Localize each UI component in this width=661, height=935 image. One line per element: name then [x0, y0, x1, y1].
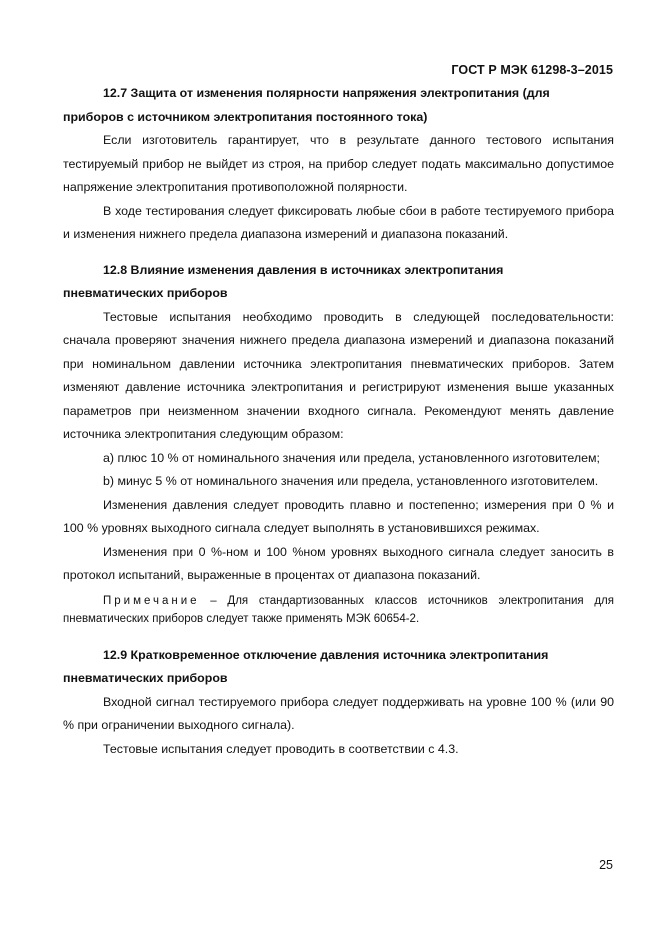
- section-12-8-paragraph-3: Изменения при 0 %-ном и 100 %ном уровнях выходного сигнала следует заносить в протокол испытаний, выраженные в процентах от диапазона показаний.: [63, 544, 614, 582]
- section-12-7-heading-line2: приборов с источником электропитания постоянного тока): [63, 109, 428, 124]
- section-12-7-heading-line1: 12.7 Защита от изменения полярности напряжения электропитания (для: [103, 86, 550, 100]
- section-12-7-heading: [63, 82, 614, 129]
- section-12-9-paragraph-1: Входной сигнал тестируемого прибора следует поддерживать на уровне 100 % (или 90 % при ограничении выходного сигнала).: [63, 694, 614, 732]
- section-12-8-heading-line1: 12.8 Влияние изменения давления в источниках электропитания: [103, 262, 504, 277]
- standard-header: ГОСТ Р МЭК 61298-3–2015: [451, 63, 613, 77]
- section-spacer: [63, 632, 614, 644]
- section-12-8-note: [63, 592, 614, 628]
- section-12-9-heading: [63, 644, 614, 691]
- note-label: Примечание: [103, 594, 200, 607]
- section-12-8-heading: [63, 259, 614, 306]
- section-12-9-heading-line1: 12.9 Кратковременное отключение давления источника электропитания: [103, 647, 549, 662]
- section-12-9-paragraph-2: Тестовые испытания следует проводить в соответствии с 4.3.: [103, 741, 459, 756]
- section-12-9-heading-line2: пневматических приборов: [63, 671, 228, 685]
- note-text: – Для стандартизованных классов источников электропитания для пневматических приборов следует также применять МЭК 60654-2.: [63, 594, 614, 625]
- section-12-8-heading-line2: пневматических приборов: [63, 286, 228, 300]
- section-12-8-item-a: а) плюс 10 % от номинального значения или предела, установленного изготовителем;: [103, 450, 600, 465]
- page-number: 25: [599, 858, 613, 872]
- section-12-7-paragraph-1: Если изготовитель гарантирует, что в результате данного тестового испытания тестируемый прибор не выйдет из строя, на прибор следует подать максимально допустимое напряжение электропитания противоположной полярности.: [63, 133, 614, 194]
- section-12-8-item-b: b) минус 5 % от номинального значения или предела, установленного изготовителем.: [103, 474, 599, 488]
- section-spacer: [63, 247, 614, 259]
- section-12-8-paragraph-2: Изменения давления следует проводить плавно и постепенно; измерения при 0 % и 100 % уровнях выходного сигнала следует выполнять в установившихся режимах.: [63, 497, 614, 535]
- section-12-8-paragraph-1: Тестовые испытания необходимо проводить в следующей последовательности: сначала проверяют значения нижнего предела диапазона измерений и диапазона показаний при номинальном давлении источника электропитания пневматических приборов. Затем изменяют давление источника электропитания и регистрируют изменения выше указанных параметров при неизменном значении входного сигнала. Рекомендуют менять давление источника электропитания следующим образом:: [63, 309, 614, 441]
- document-body: [63, 82, 614, 761]
- section-12-7-paragraph-2: В ходе тестирования следует фиксировать любые сбои в работе тестируемого прибора и изменения нижнего предела диапазона измерений и диапазона показаний.: [63, 203, 614, 241]
